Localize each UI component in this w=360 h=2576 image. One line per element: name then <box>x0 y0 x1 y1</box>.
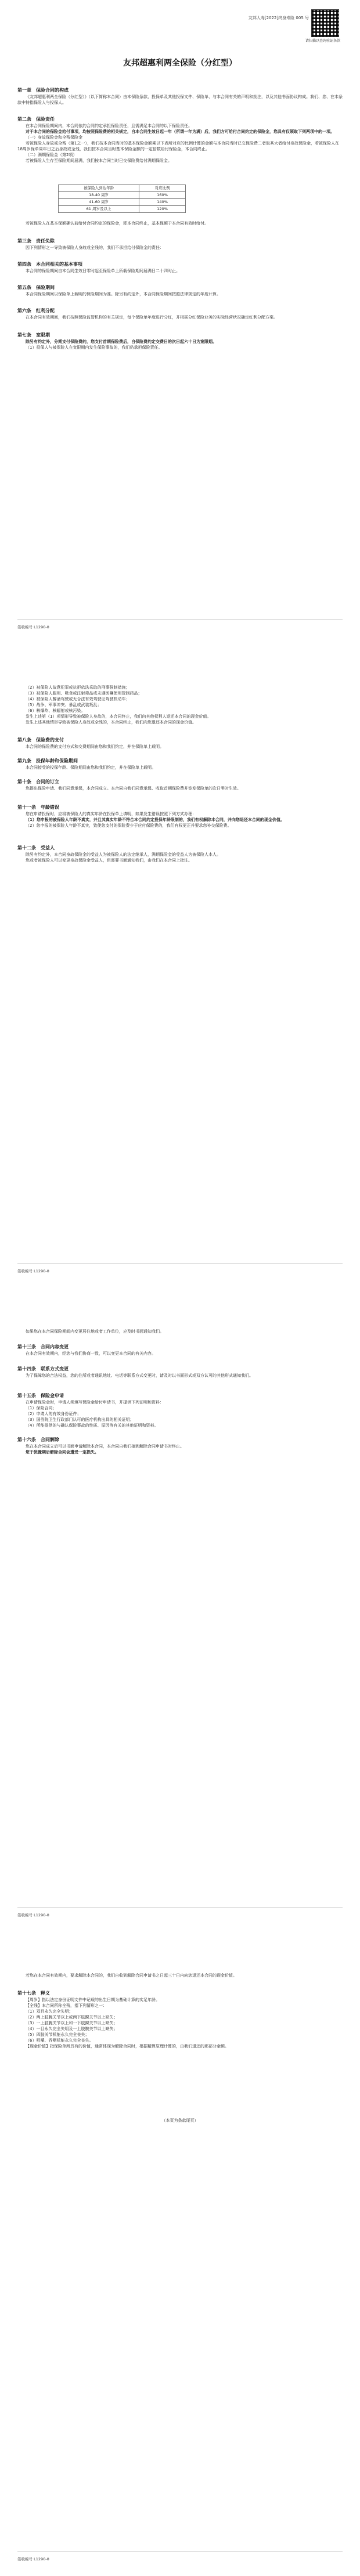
list-item: （4）一目永久完全失明及一上肢腕关节以上缺失； <box>26 2027 118 2031</box>
list-item: （3）一上肢腕关节以上和一下肢踝关节以上缺失； <box>26 2021 118 2025</box>
section-heading: 第十五条 保险金申请 <box>17 1393 64 1398</box>
paragraph: 您在申请投保时，应将被保险人的真实年龄在投保单上填明，如果发生错误按照下列方式办理： <box>26 812 196 816</box>
paragraph: 发生上述其他情形导致被保险人身故或全残的，本合同终止，我们向您退还本合同的现金价值。 <box>26 720 196 725</box>
section-13 <box>17 1344 343 1356</box>
table-cell: 160% <box>139 192 186 199</box>
paragraph: 如果您在本合同保险期间内变更居住地或者工作单位，应及时书面通知我们。 <box>26 1329 164 1334</box>
section-heading: 第四条 本合同相关的基本事项 <box>17 262 82 267</box>
section-4 <box>17 261 343 274</box>
table-row <box>59 206 186 213</box>
section-9 <box>17 758 343 770</box>
section-2 <box>17 116 343 164</box>
page-1 <box>17 0 343 644</box>
table-cell: 140% <box>139 199 186 206</box>
section-heading: 第三条 责任免除 <box>17 238 55 244</box>
paragraph: （4）被保险人醉酒驾驶或无合法有效驾驶证驾驶机动车； <box>26 697 130 701</box>
paragraph: 因下列情形之一导致被保险人身故或全残的，我们不承担给付保险金的责任： <box>26 245 164 250</box>
paragraph: 若被保险人在基本保额确认前给付合同约定的保险金，即本合同终止，基本保额于本合同有效时给付。 <box>26 221 208 226</box>
section-3 <box>17 238 343 251</box>
paragraph: 在本合同有效期间，我们按照保险监管机构的有关规定，每个保险单年度进行分红，并根据分红保险业务的实际经营状况确定红利分配方案。 <box>26 315 278 320</box>
paragraph: 【现金价值】指保险单所具有的价值，通常体现为解除合同时，根据精算原理计算的，由我们退还的那部分金额。 <box>26 2044 229 2049</box>
table-header-cell: 被保险人到达年龄 <box>59 185 139 192</box>
paragraph: 您提出保险申请、我们同意承保，本合同成立。本合同自我们同意承保、收取首期保险费并签发保险单的次日零时生效。 <box>26 786 241 791</box>
paragraph: （3）被保险人服用、吸食或注射毒品或未遵医嘱使用管制药品； <box>26 691 142 696</box>
section-2-note <box>17 220 343 226</box>
table-cell: 120% <box>139 206 186 213</box>
table-cell: 61 周岁及以上 <box>59 206 139 213</box>
list-item: （5）四肢关节机能永久完全丧失； <box>26 2032 89 2037</box>
list-item: 【周岁】指以法定身份证明文件中记载的出生日期为基础计算的实足年龄。 <box>26 1998 160 2002</box>
list-item: 【全残】本合同所称全残，指下列情形之一： <box>26 2003 107 2008</box>
paragraph: 本合同的保险费的支付方式和交费期间由您和我们约定，并在保险单上载明。 <box>26 744 164 749</box>
paragraph: 若您在本合同有效期内，要求解除本合同的，我们自收到解除合同申请书之日起三十日内向您退还本合同的现金价值。 <box>26 1973 237 1978</box>
list-item: （6）咀嚼、吞咽机能永久完全丧失。 <box>26 2038 93 2043</box>
table-row <box>59 199 186 206</box>
section-heading: 第十一条 年龄错误 <box>17 805 59 810</box>
paragraph: 您或者被保险人可以变更身故保险金受益人，但需要书面通知我们，由我们在本合同上批注。 <box>26 858 192 863</box>
page-3 <box>17 1288 343 1932</box>
table-cell: 41-60 周岁 <box>59 199 139 206</box>
qr-caption: 请扫描以查询验证条款 <box>305 39 340 43</box>
section-7 <box>17 332 343 350</box>
section-11 <box>17 804 343 828</box>
paragraph: 若被保险人身故或全残（第1之一），我们按本合同当时的基本保险金额乘以下表所对应的比例计算的金额与本合同当时已交保险费二者取其大者给付身故保险金，若被保险人在18周岁保单周年日之后身故或全残，我们按本合同当时基本保险金额的一定倍数给付保险金，本合同终止。 <box>17 141 339 151</box>
section-heading: 第九条 投保年龄和保险期间 <box>17 758 78 764</box>
bold-paragraph: （1）您申报的被保险人年龄不真实，并且其真实年龄不符合本合同约定投保年龄限制的，我们有权解除本合同，并向您退还本合同的现金价值。 <box>26 817 285 822</box>
list-item: （3）国务院卫生行政部门认可的医疗机构出具的相关证明； <box>26 1417 134 1422</box>
section-heading: 第十三条 合同内容变更 <box>17 1344 69 1349</box>
paragraph: （一）身故保险金和全残保险金 <box>26 135 82 140</box>
exclusions-continued <box>17 685 343 725</box>
paragraph: 发生上述第（1）项情形导致被保险人身故的，本合同终止，我们向其他权利人退还本合同的现金价值。 <box>26 714 211 719</box>
section-12 <box>17 845 343 863</box>
section-heading: 第十二条 受益人 <box>17 845 55 851</box>
end-mark: （本页为条款尾页） <box>161 2118 199 2123</box>
section-1 <box>17 87 343 106</box>
section-16 <box>17 1437 343 1455</box>
section-heading: 第十七条 释义 <box>17 1991 50 1996</box>
section-8 <box>17 737 343 750</box>
section-heading: 第十六条 合同解除 <box>17 1437 59 1442</box>
paragraph: 本合同的保险期间自本合同生效日零时起至保险单上所载保险期间届满日二十四时止。 <box>26 269 180 273</box>
paragraph: 若被保险人生存至保险期间届满，我们按本合同当时已交保险费给付满期保险金。 <box>26 158 172 163</box>
bold-paragraph: 除另有约定外，分期支付保险费的，您支付首期保险费后，自保险费约定交费日的次日起六十日为宽限期。 <box>26 339 217 344</box>
section-heading: 第二条 保险责任 <box>17 117 55 122</box>
paragraph: 在申请保险金时，申请人须填写保险金给付申请书，并提供下列证明和资料： <box>26 1400 164 1405</box>
page-4 <box>17 1932 343 2576</box>
qr-code-icon[interactable] <box>311 9 339 37</box>
header-company-line: 友邦人寿[2022]终身寿险 005 号 <box>248 16 309 20</box>
table-header-cell: 对应比例 <box>139 185 186 192</box>
sign-number: 签收编号 L1290-0 <box>17 2557 49 2561</box>
paragraph: （二）满期保险金（第2项） <box>26 153 77 157</box>
list-item: （4）所能提供的与确认保险事故的性质、原因等有关的其他证明和资料。 <box>26 1423 159 1428</box>
section-14 <box>17 1366 343 1379</box>
sign-number: 签收编号 L1290-0 <box>17 1913 49 1917</box>
intro-paragraph <box>17 1973 343 1978</box>
section-heading: 第六条 红利分配 <box>17 308 55 313</box>
list-item: （2）两上肢腕关节以上或两下肢踝关节以上缺失； <box>26 2015 118 2020</box>
paragraph: （1）投保人与被保险人在宽限期内发生保险事故的，我们仍承担保险责任。 <box>26 345 163 350</box>
list-item: （1）双目永久完全失明； <box>26 2009 73 2014</box>
paragraph: 《友邦超惠利两全保险（分红型）》（以下简称本合同）由本保险条款、投保单及其他投保文件、保险单、与本合同有关的声明和批注，以及其他书面协议构成。我们、您、在本条款中特指保险人与投保人。 <box>17 95 343 105</box>
section-17 <box>17 1990 343 2049</box>
section-heading: 第一章 保险合同的构成 <box>17 88 69 93</box>
section-10 <box>17 779 343 791</box>
paragraph: 在本合同保险期间内，本合同依约合同约定承担保险责任，且需满足本合同的以下保险责任。 <box>26 124 192 128</box>
table-cell: 18-40 周岁 <box>59 192 139 199</box>
sign-number: 签收编号 L1290-0 <box>17 1269 49 1273</box>
section-5 <box>17 284 343 297</box>
section-6 <box>17 307 343 320</box>
section-heading: 第十四条 联系方式变更 <box>17 1366 69 1372</box>
section-15 <box>17 1392 343 1428</box>
section-heading: 第十条 合同的订立 <box>17 779 59 784</box>
rate-table <box>58 184 186 213</box>
end-mark-block <box>17 2118 343 2123</box>
bold-paragraph: 您于犹豫期后解除合同会遭受一定损失。 <box>26 1450 99 1455</box>
paragraph: （2）被保险人故意犯罪或抗拒依法采取的刑事强制措施； <box>26 685 130 690</box>
page-2 <box>17 644 343 1288</box>
paragraph: 本合同接受的投保年龄、保险期间由您和我们约定，并在保险单上载明。 <box>26 765 156 770</box>
paragraph: 您在本合同成立后可以书面申请解除本合同，本合同自我们接到解除合同申请书时终止。 <box>26 1444 184 1449</box>
paragraph: （6）核爆炸、核辐射或核污染。 <box>26 708 85 713</box>
list-item: （1）保险合同； <box>26 1406 57 1410</box>
list-item: （2）申请人的有效身份证件； <box>26 1412 81 1416</box>
rate-table-block <box>17 184 343 213</box>
section-heading: 第七条 宽限期 <box>17 332 50 338</box>
section-heading: 第八条 保险费的支付 <box>17 737 64 743</box>
document-title: 友邦超惠利两全保险（分红型） <box>123 59 237 68</box>
table-row <box>59 192 186 199</box>
bold-paragraph: 对于本合同的保险金给付事项，均按照保险费的相关规定，自本合同生效日起一年（所谓一年为满）后，我们方可给付合同约定的保险金，您具有仅领取下列两项中的一项。 <box>26 129 334 134</box>
sign-number: 签收编号 L1290-0 <box>17 625 49 629</box>
paragraph: 除另有约定外，本合同身故保险金的受益人为被保险人的法定继承人，满期保险金的受益人为被保险人本人。 <box>26 852 221 857</box>
section-heading: 第五条 保险期间 <box>17 285 55 290</box>
intro-paragraph <box>17 1329 343 1334</box>
paragraph: 为了保障您的合法权益，您的住所或者通讯地址、电话等联系方式变更时，请及时以书面形式或双方认可的其他形式通知我们。 <box>26 1373 253 1378</box>
paragraph: 在本合同有效期内，经您与我们协商一致，可以变更本合同的有关内容。 <box>26 1351 156 1356</box>
paragraph: 本合同保险期间以保险单上载明的保险期间为准。除另有约定外，本合同保险期间按照法律规定的年度计算。 <box>26 292 221 296</box>
paragraph: （2）您申报的被保险人年龄不真实，致使您支付的保险费少于应付保险费的，我们有权更正并要求您补交保险费。 <box>26 823 232 828</box>
paragraph: （5）战争、军事冲突、暴乱或武装叛乱； <box>26 703 102 707</box>
